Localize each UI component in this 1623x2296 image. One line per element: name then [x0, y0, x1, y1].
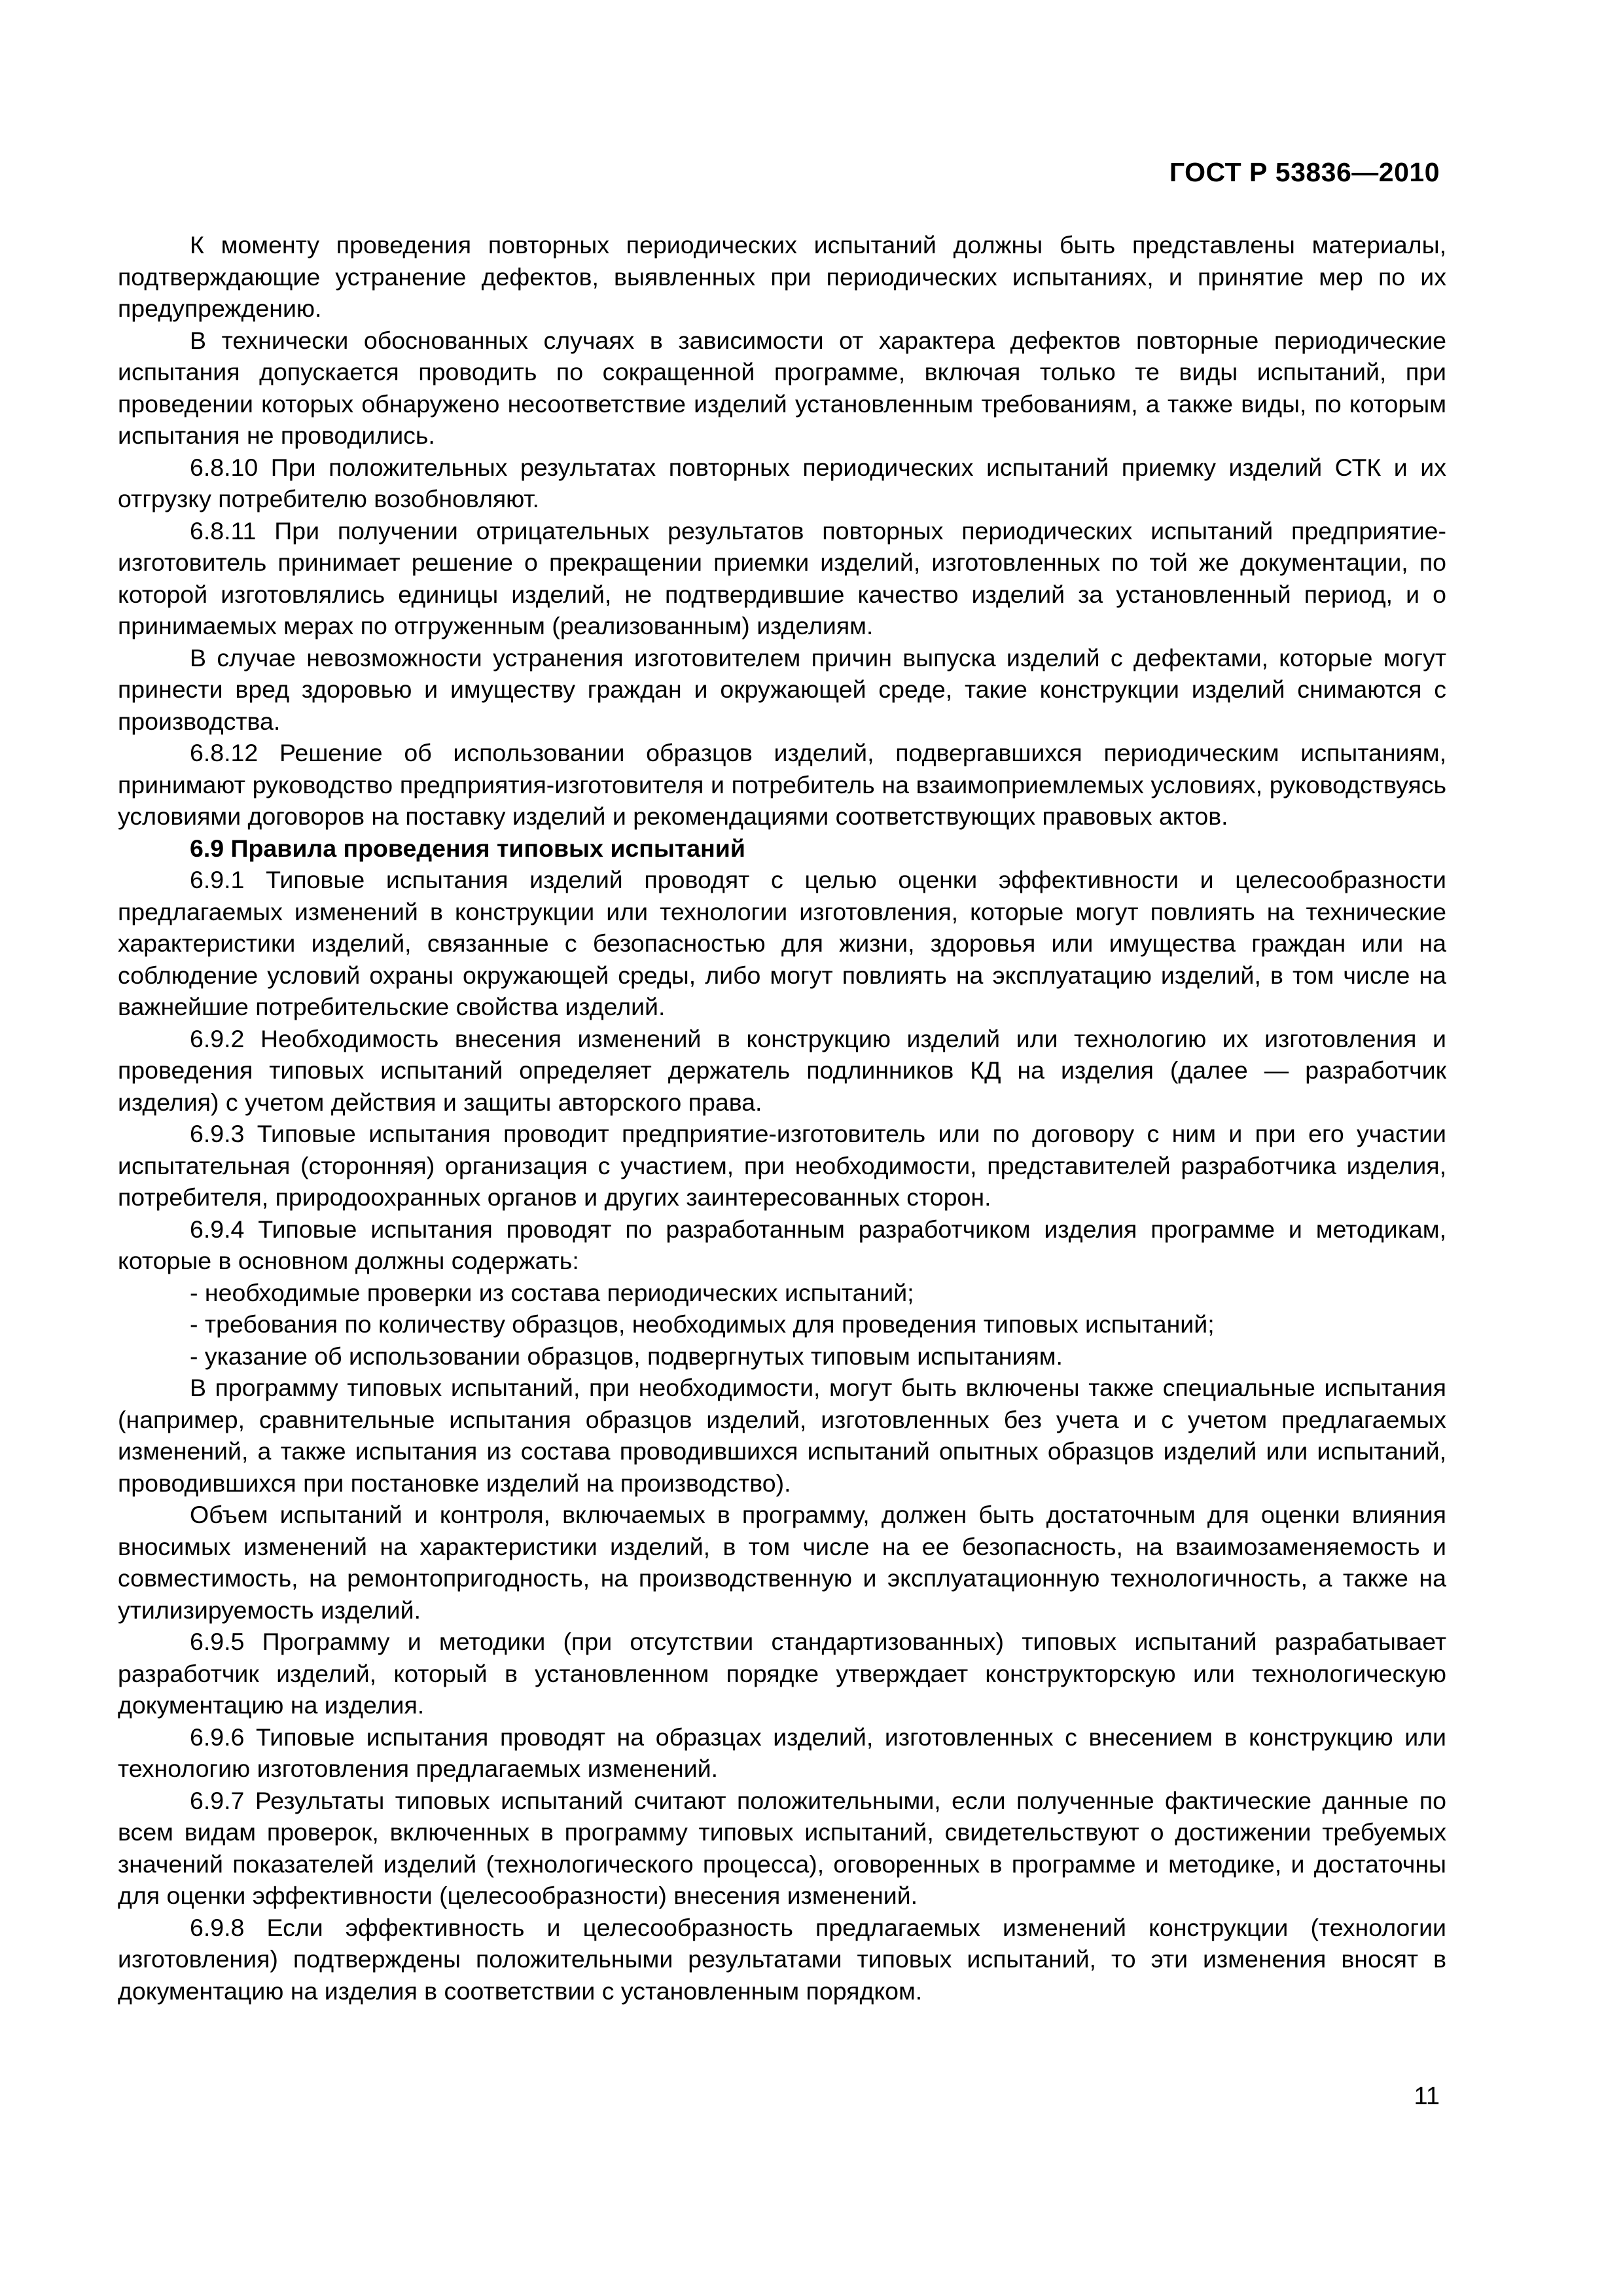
paragraph-6-8-11: 6.8.11 При получении отрицательных результатов повторных периодических испытаний предприятие-изготовитель принимает решение о прекращении приемки изделий, изготовленных по той же документации, по которой изготовлялись единицы изделий, не подтвердившие качество изделий за установленный период, и о принимаемых мерах по отгруженным (реализованным) изделиям.	[118, 516, 1446, 639]
list-item: - необходимые проверки из состава периодических испытаний;	[190, 1278, 914, 1306]
paragraph-6-9-4: 6.9.4 Типовые испытания проводят по разработанным разработчиком изделия программе и методикам, которые в основном должны содержать:	[118, 1215, 1446, 1274]
paragraph-6-9-1: 6.9.1 Типовые испытания изделий проводят с целью оценки эффективности и целесообразности предлагаемых изменений в конструкции или технологии изготовления, которые могут повлиять на технические характеристики изделий, связанные с безопасностью для жизни, здоровья или имущества граждан или на соблюдение условий охраны окружающей среды, либо могут повлиять на эксплуатацию изделий, в том числе на важнейшие потребительские свойства изделий.	[118, 866, 1446, 1020]
list-item: - требования по количеству образцов, необходимых для проведения типовых испытаний;	[190, 1310, 1215, 1338]
document-body	[118, 229, 1446, 2007]
paragraph-6-9-6: 6.9.6 Типовые испытания проводят на образцах изделий, изготовленных с внесением в конструкцию или технологию изготовления предлагаемых изменений.	[118, 1723, 1446, 1782]
paragraph-6-9-3: 6.9.3 Типовые испытания проводит предприятие-изготовитель или по договору с ним и при его участии испытательная (сторонняя) организация с участием, при необходимости, представителей разработчика изделия, потребителя, природоохранных органов и других заинтересованных сторон.	[118, 1120, 1446, 1211]
paragraph-6-9-8: 6.9.8 Если эффективность и целесообразность предлагаемых изменений конструкции (технологии изготовления) подтверждены положительными результатами типовых испытаний, то эти изменения вносят в документацию на изделия в соответствии с установленным порядком.	[118, 1913, 1446, 2005]
paragraph: В случае невозможности устранения изготовителем причин выпуска изделий с дефектами, которые могут принести вред здоровью и имуществу граждан и окружающей среде, такие конструкции изделий снимаются с производства.	[118, 643, 1446, 735]
paragraph: К моменту проведения повторных периодических испытаний должны быть представлены материалы, подтверждающие устранение дефектов, выявленных при периодических испытаниях, и принятие мер по их предупреждению.	[118, 231, 1446, 322]
paragraph-6-9-2: 6.9.2 Необходимость внесения изменений в конструкцию изделий или технологию их изготовления и проведения типовых испытаний определяет держатель подлинников КД на изделия (далее — разработчик изделия) с учетом действия и защиты авторского права.	[118, 1024, 1446, 1116]
paragraph-6-8-10: 6.8.10 При положительных результатах повторных периодических испытаний приемку изделий СТК и их отгрузку потребителю возобновляют.	[118, 453, 1446, 512]
section-heading-6-9: 6.9 Правила проведения типовых испытаний	[190, 834, 745, 862]
paragraph-6-9-5: 6.9.5 Программу и методики (при отсутствии стандартизованных) типовых испытаний разрабатывает разработчик изделий, который в установленном порядке утверждает конструкторскую или технологическую документацию на изделия.	[118, 1628, 1446, 1719]
paragraph: В программу типовых испытаний, при необходимости, могут быть включены также специальные испытания (например, сравнительные испытания образцов изделий, изготовленных без учета и с учетом предлагаемых изменений, а также испытания из состава проводившихся испытаний опытных образцов изделий или испытаний, проводившихся при постановке изделий на производство).	[118, 1374, 1446, 1497]
paragraph-6-8-12: 6.8.12 Решение об использовании образцов изделий, подвергавшихся периодическим испытаниям, принимают руководство предприятия-изготовителя и потребитель на взаимоприемлемых условиях, руководствуясь условиями договоров на поставку изделий и рекомендациями соответствующих правовых актов.	[118, 739, 1446, 830]
document-header: ГОСТ Р 53836—2010	[1169, 157, 1440, 187]
paragraph: Объем испытаний и контроля, включаемых в программу, должен быть достаточным для оценки влияния вносимых изменений на характеристики изделий, в том числе на ее безопасность, на взаимозаменяемость и совместимость, на ремонтопригодность, на производственную и эксплуатационную технологичность, а также на утилизируемость изделий.	[118, 1501, 1446, 1624]
paragraph-6-9-7: 6.9.7 Результаты типовых испытаний считают положительными, если полученные фактические данные по всем видам проверок, включенных в программу типовых испытаний, свидетельствуют о достижении требуемых значений показателей изделий (технологического процесса), оговоренных в программе и методике, и достаточны для оценки эффективности (целесообразности) внесения изменений.	[118, 1786, 1446, 1909]
page-number: 11	[1414, 2083, 1440, 2110]
paragraph: В технически обоснованных случаях в зависимости от характера дефектов повторные периодические испытания допускается проводить по сокращенной программе, включая только те виды испытаний, при проведении которых обнаружено несоответствие изделий установленным требованиям, а также виды, по которым испытания не проводились.	[118, 326, 1446, 449]
list-item: - указание об использовании образцов, подвергнутых типовым испытаниям.	[190, 1342, 1063, 1370]
